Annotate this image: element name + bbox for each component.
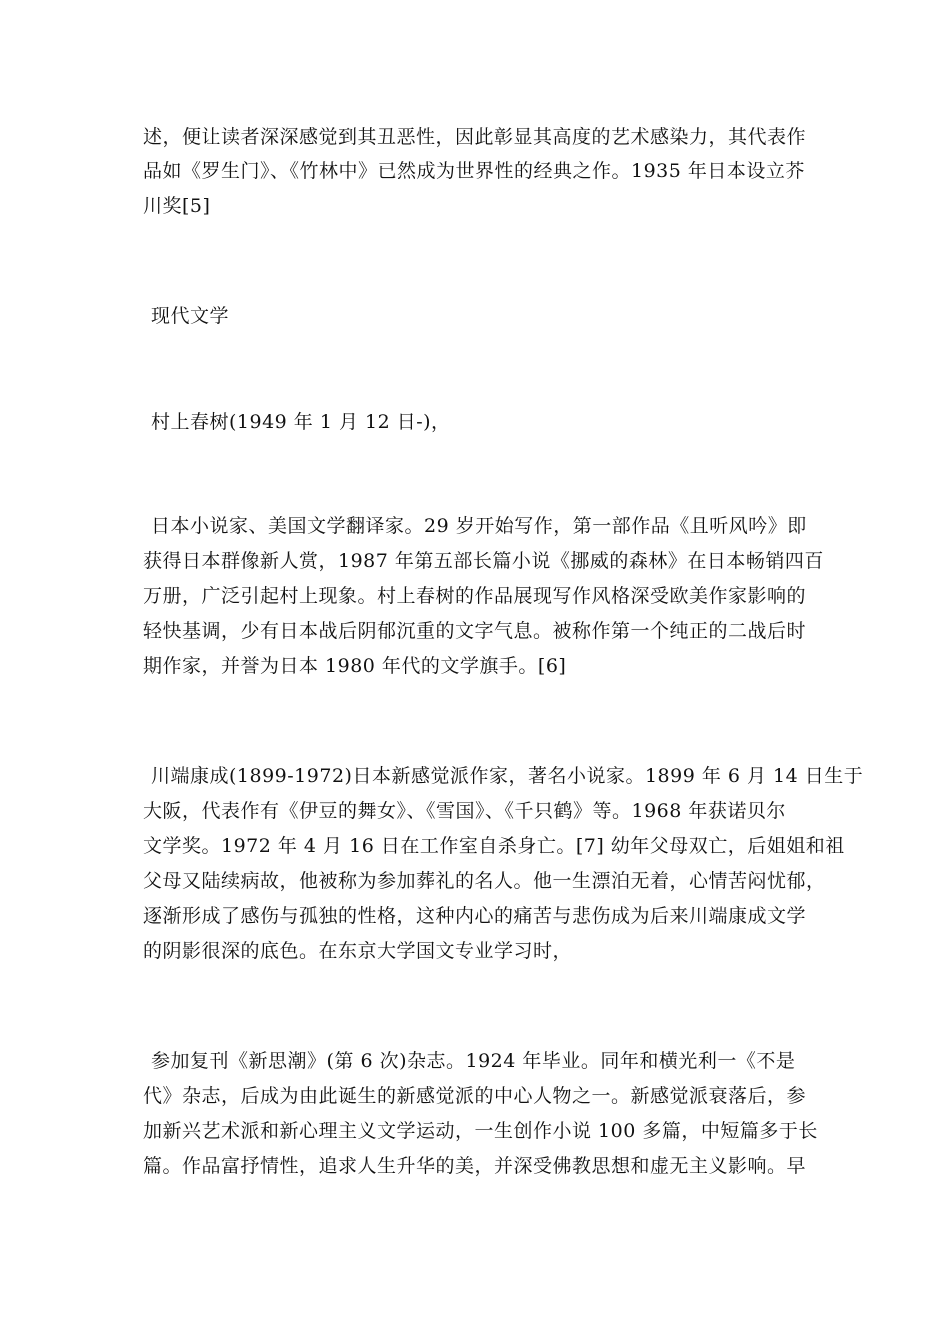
paragraph-line: 川奖[5] xyxy=(143,195,211,217)
paragraph-line: 川端康成(1899-1972)日本新感觉派作家，著名小说家。1899 年 6 月 14 日生于 xyxy=(151,765,864,787)
paragraph-line: 参加复刊《新思潮》(第 6 次)杂志。1924 年毕业。同年和横光利一《不是 xyxy=(151,1050,796,1072)
paragraph-line: 获得日本群像新人赏，1987 年第五部长篇小说《挪威的森林》在日本畅销四百 xyxy=(143,550,824,572)
paragraph-line: 的阴影很深的底色。在东京大学国文专业学习时， xyxy=(143,940,573,962)
paragraph-line: 加新兴艺术派和新心理主义文学运动，一生创作小说 100 多篇，中短篇多于长 xyxy=(143,1120,818,1142)
paragraph-line: 代》杂志，后成为由此诞生的新感觉派的中心人物之一。新感觉派衰落后，参 xyxy=(143,1085,807,1107)
paragraph-line: 大阪，代表作有《伊豆的舞女》、《雪国》、《千只鹤》等。1968 年获诺贝尔 xyxy=(143,800,786,822)
paragraph-line: 品如《罗生门》、《竹林中》已然成为世界性的经典之作。1935 年日本设立芥 xyxy=(143,160,805,182)
paragraph-line: 父母又陆续病故，他被称为参加葬礼的名人。他一生漂泊无着，心情苦闷忧郁， xyxy=(143,870,826,892)
section-heading: 现代文学 xyxy=(151,305,230,327)
paragraph-line: 述，便让读者深深感觉到其丑恶性，因此彰显其高度的艺术感染力，其代表作 xyxy=(143,126,807,148)
paragraph-line: 期作家，并誉为日本 1980 年代的文学旗手。[6] xyxy=(143,655,567,677)
paragraph-line: 篇。作品富抒情性，追求人生升华的美，并深受佛教思想和虚无主义影响。早 xyxy=(143,1155,807,1177)
paragraph-line: 万册，广泛引起村上现象。村上春树的作品展现写作风格深受欧美作家影响的 xyxy=(143,585,807,607)
paragraph-line: 逐渐形成了感伤与孤独的性格，这种内心的痛苦与悲伤成为后来川端康成文学 xyxy=(143,905,807,927)
paragraph-line: 日本小说家、美国文学翻译家。29 岁开始写作，第一部作品《且听风吟》即 xyxy=(151,515,807,537)
author-name-line: 村上春树(1949 年 1 月 12 日-)， xyxy=(151,411,451,433)
paragraph-line: 轻快基调，少有日本战后阴郁沉重的文字气息。被称作第一个纯正的二战后时 xyxy=(143,620,807,642)
paragraph-line: 文学奖。1972 年 4 月 16 日在工作室自杀身亡。[7] 幼年父母双亡，后姐姐和祖 xyxy=(143,835,845,857)
